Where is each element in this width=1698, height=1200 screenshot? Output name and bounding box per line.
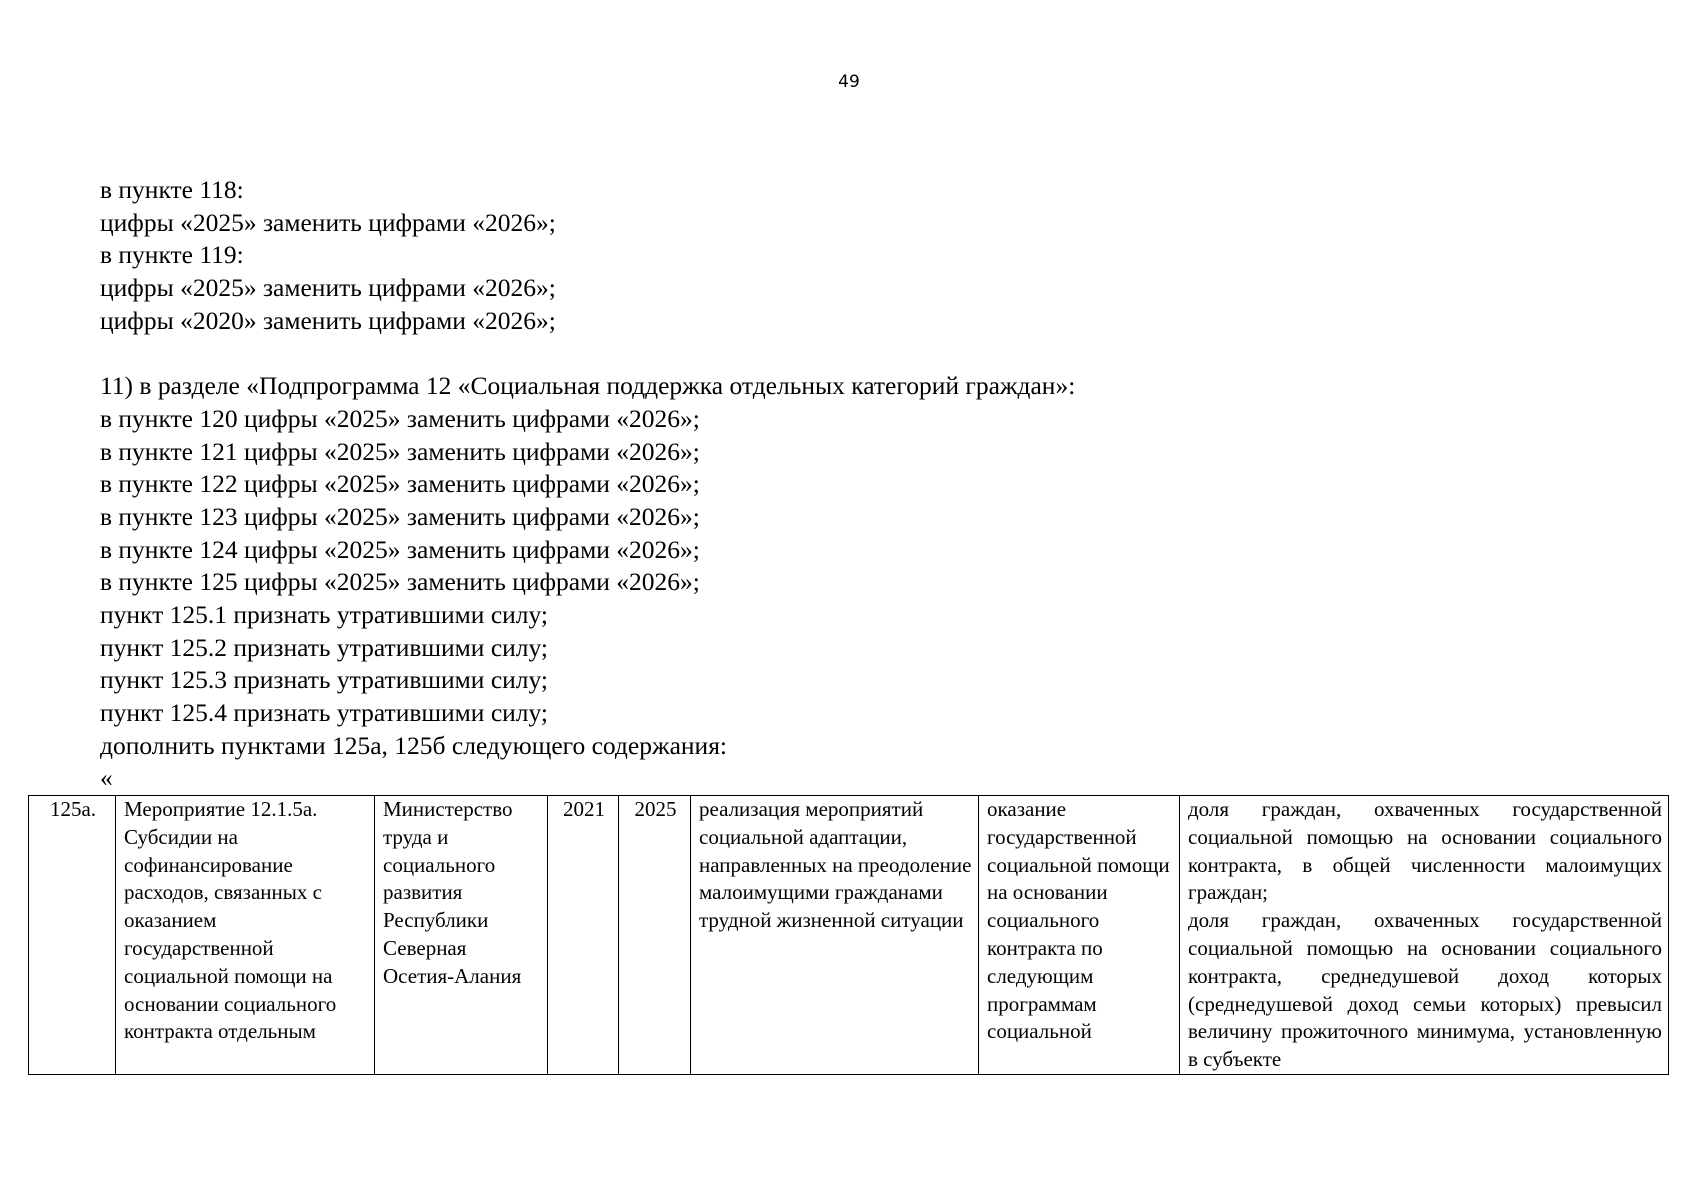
opening-quote: « (100, 763, 113, 793)
paragraph: пункт 125.2 признать утратившими силу; (100, 632, 549, 662)
year-end: 2025 (634, 797, 677, 821)
paragraph: цифры «2025» заменить цифрами «2026»; (100, 207, 556, 237)
section-heading: 11) в разделе «Подпрограмма 12 «Социальная поддержка отдельных категорий граждан»: (100, 371, 1076, 401)
direction-cell (979, 796, 1180, 1075)
result-cell (691, 796, 979, 1075)
indicator-2: доля граждан, охваченных государственной социальной помощью на основании социального контракта, среднедушевой доход которых (среднедушевой доход семьи которых) превысил величину прожиточного минимума, установленную в субъекте (1188, 908, 1662, 1072)
paragraph: в пункте 124 цифры «2025» заменить цифрами «2026»; (100, 534, 700, 564)
indicator-1: доля граждан, охваченных государственной социальной помощью на основании социального контракта, в общей численности малоимущих граждан; (1188, 797, 1662, 905)
executor-cell (375, 796, 548, 1075)
paragraph: пункт 125.3 признать утратившими силу; (100, 665, 549, 695)
paragraph-gap (100, 337, 1075, 370)
paragraph: в пункте 121 цифры «2025» заменить цифрами «2026»; (100, 436, 700, 466)
year-start-cell (548, 796, 619, 1075)
paragraph: пункт 125.1 признать утратившими силу; (100, 599, 549, 629)
executor-text: Министерство труда и социального развития Республики Северная Осетия-Алания (383, 797, 522, 988)
year-end-cell (619, 796, 691, 1075)
paragraph: цифры «2025» заменить цифрами «2026»; (100, 273, 556, 303)
indicators-text (1188, 796, 1662, 1074)
result-text: реализация мероприятий социальной адаптации, направленных на преодоление малоимущими гражданами трудной жизненной ситуации (699, 797, 972, 933)
amendment-text (100, 174, 1075, 795)
paragraph: в пункте 120 цифры «2025» заменить цифрами «2026»; (100, 403, 700, 433)
row-number-cell (29, 796, 116, 1075)
paragraph: в пункте 123 цифры «2025» заменить цифрами «2026»; (100, 501, 700, 531)
paragraph: в пункте 125 цифры «2025» заменить цифрами «2026»; (100, 567, 700, 597)
paragraph: в пункте 118: (100, 175, 244, 204)
measure-text: Мероприятие 12.1.5а. Субсидии на софинансирование расходов, связанных с оказанием государственной социальной помощи на основании социального контракта отдельным (124, 797, 337, 1044)
measure-cell (116, 796, 375, 1075)
paragraph: пункт 125.4 признать утратившими силу; (100, 698, 549, 727)
paragraph: в пункте 122 цифры «2025» заменить цифрами «2026»; (100, 469, 700, 499)
year-start: 2021 (563, 797, 605, 821)
direction-text: оказание государственной социальной помощи на основании социального контракта по следующим программам социальной (987, 797, 1170, 1044)
measures-table (28, 795, 1669, 1075)
paragraph: цифры «2020» заменить цифрами «2026»; (100, 305, 556, 335)
indicators-cell (1180, 796, 1669, 1075)
page-number: 49 (838, 72, 860, 92)
paragraph: дополнить пунктами 125а, 125б следующего содержания: (100, 730, 728, 760)
table-row (29, 796, 1669, 1075)
row-number: 125а. (49, 797, 97, 821)
paragraph: в пункте 119: (100, 240, 244, 270)
